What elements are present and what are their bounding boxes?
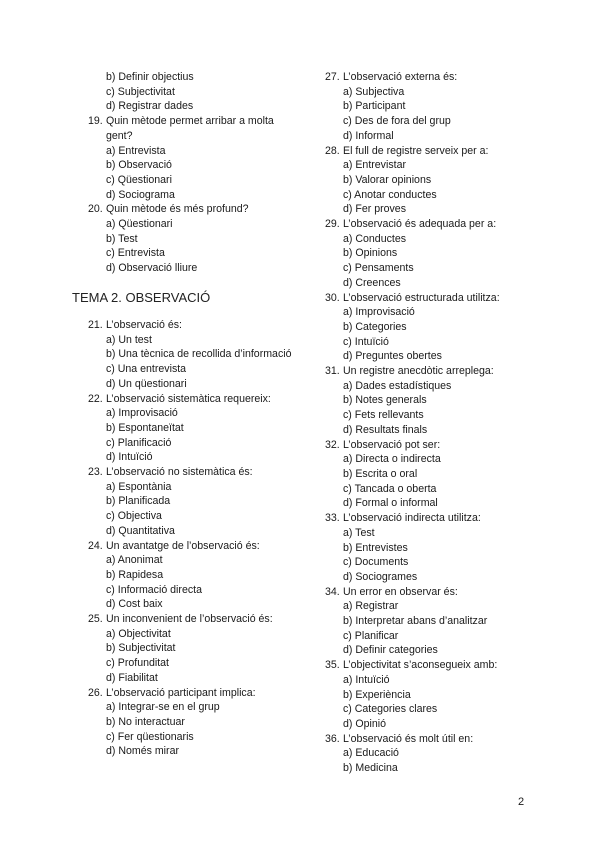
answer-option: c) Qüestionari bbox=[106, 173, 172, 186]
question-text: L’observació participant implica: bbox=[106, 686, 256, 699]
question-stem bbox=[325, 217, 525, 232]
answer-option: a) Test bbox=[343, 526, 375, 539]
answer-option: a) Integrar-se en el grup bbox=[106, 701, 220, 714]
question-number: 30. bbox=[325, 291, 340, 304]
answer-option: b) Opinions bbox=[343, 247, 398, 260]
question-list-block1 bbox=[88, 114, 303, 276]
answer-option: c) Una entrevista bbox=[106, 363, 187, 376]
question-list-right bbox=[325, 70, 525, 776]
question-stem bbox=[325, 144, 525, 159]
answer-option: b) Una tècnica de recollida d’informació bbox=[106, 348, 292, 361]
question-text: Un avantatge de l’observació és: bbox=[106, 539, 260, 552]
question-stem bbox=[325, 732, 525, 747]
answer-option: b) Interpretar abans d’analitzar bbox=[343, 615, 488, 628]
page-number: 2 bbox=[518, 796, 525, 808]
answer-option: c) Tancada o oberta bbox=[343, 482, 437, 495]
question-stem bbox=[325, 511, 525, 526]
question-text: L’observació estructurada utilitza: bbox=[343, 291, 500, 304]
question-item bbox=[88, 318, 303, 392]
question-text: Quin mètode permet arribar a molta gent? bbox=[106, 115, 274, 142]
answer-option: c) Fer qüestionaris bbox=[106, 730, 194, 743]
question-number: 32. bbox=[325, 438, 340, 451]
question-number: 34. bbox=[325, 585, 340, 598]
answer-option: a) Anonimat bbox=[106, 554, 163, 567]
question-item bbox=[88, 202, 303, 276]
question-stem bbox=[88, 114, 303, 143]
question-item bbox=[325, 144, 525, 218]
answer-option: c) Objectiva bbox=[106, 510, 162, 523]
question-stem bbox=[88, 612, 303, 627]
question-text: El full de registre serveix per a: bbox=[343, 144, 489, 157]
question-item bbox=[325, 364, 525, 438]
answer-option: d) Sociograma bbox=[106, 188, 175, 201]
answer-option: d) Fiabilitat bbox=[106, 671, 158, 684]
question-text: L’observació és molt útil en: bbox=[343, 732, 474, 745]
question-item bbox=[88, 465, 303, 539]
question-number: 27. bbox=[325, 71, 340, 83]
question-item bbox=[88, 114, 303, 202]
answer-option: d) Cost baix bbox=[106, 598, 163, 611]
answer-option: c) Des de fora del grup bbox=[343, 115, 451, 128]
question-stem bbox=[325, 438, 525, 453]
option: c) Subjectivitat bbox=[106, 85, 175, 98]
answer-option: d) Sociogrames bbox=[343, 570, 418, 583]
answer-option: d) Resultats finals bbox=[343, 423, 428, 436]
question-number: 24. bbox=[88, 539, 103, 552]
question-stem bbox=[88, 465, 303, 480]
answer-option: c) Intuïció bbox=[343, 335, 389, 348]
question-item bbox=[325, 585, 525, 659]
answer-option: a) Directa o indirecta bbox=[343, 453, 441, 466]
answer-option: b) Escrita o oral bbox=[343, 467, 418, 480]
question-number: 33. bbox=[325, 512, 340, 525]
left-column-lower bbox=[88, 318, 303, 759]
question-text: L’observació és adequada per a: bbox=[343, 218, 497, 231]
question-item bbox=[88, 539, 303, 613]
answer-option: d) Només mirar bbox=[106, 745, 179, 758]
question-text: L’observació pot ser: bbox=[343, 438, 441, 451]
question-item bbox=[88, 612, 303, 686]
question-stem bbox=[325, 291, 525, 306]
answer-option: b) Experiència bbox=[343, 688, 411, 701]
question-stem bbox=[88, 539, 303, 554]
question-item bbox=[88, 392, 303, 466]
answer-option: a) Dades estadístiques bbox=[343, 379, 452, 392]
answer-option: b) Planificada bbox=[106, 495, 171, 508]
question-number: 28. bbox=[325, 144, 340, 157]
answer-option: d) Intuïció bbox=[106, 451, 153, 464]
question-stem bbox=[88, 392, 303, 407]
answer-option: d) Opinió bbox=[343, 717, 386, 730]
answer-option: c) Fets rellevants bbox=[343, 409, 424, 422]
answer-option: d) Quantitativa bbox=[106, 524, 175, 537]
answer-option: b) Valorar opinions bbox=[343, 173, 432, 186]
answer-option: a) Intuïció bbox=[343, 673, 390, 686]
answer-option: a) Objectivitat bbox=[106, 627, 171, 640]
question-item bbox=[325, 291, 525, 365]
question-text: L’observació sistemàtica requereix: bbox=[106, 392, 271, 405]
answer-option: b) Medicina bbox=[343, 762, 398, 775]
answer-option: c) Pensaments bbox=[343, 262, 414, 275]
answer-option: c) Planificació bbox=[106, 436, 172, 449]
answer-option: a) Un test bbox=[106, 333, 152, 346]
question-stem bbox=[88, 318, 303, 333]
answer-option: b) Entrevistes bbox=[343, 541, 408, 554]
question-stem bbox=[325, 585, 525, 600]
right-column bbox=[325, 70, 525, 776]
answer-option: a) Improvisació bbox=[106, 407, 178, 420]
answer-option: b) Test bbox=[106, 232, 138, 245]
question-number: 21. bbox=[88, 319, 103, 331]
answer-option: d) Un qüestionari bbox=[106, 377, 187, 390]
question-number: 26. bbox=[88, 686, 103, 699]
question-text: Quin mètode és més profund? bbox=[106, 203, 249, 216]
answer-option: b) No interactuar bbox=[106, 715, 185, 728]
answer-option: a) Improvisació bbox=[343, 306, 415, 319]
question-text: L’objectivitat s’aconsegueix amb: bbox=[343, 659, 498, 672]
question-item bbox=[88, 686, 303, 760]
section-title: TEMA 2. OBSERVACIÓ bbox=[72, 290, 211, 305]
question-item bbox=[325, 658, 525, 732]
question-number: 19. bbox=[88, 115, 103, 128]
answer-option: a) Registrar bbox=[343, 600, 399, 613]
question-text: L’observació no sistemàtica és: bbox=[106, 466, 253, 479]
question-stem bbox=[325, 364, 525, 379]
question-item bbox=[325, 511, 525, 585]
question-stem bbox=[325, 658, 525, 673]
answer-option: b) Subjectivitat bbox=[106, 642, 176, 655]
answer-option: b) Notes generals bbox=[343, 394, 427, 407]
question-number: 29. bbox=[325, 218, 340, 231]
answer-option: a) Qüestionari bbox=[106, 218, 173, 231]
question-item bbox=[325, 217, 525, 291]
left-lead-options bbox=[88, 70, 303, 114]
question-number: 25. bbox=[88, 613, 103, 626]
question-stem bbox=[88, 202, 303, 217]
answer-option: d) Fer proves bbox=[343, 203, 406, 216]
answer-option: d) Creences bbox=[343, 276, 401, 289]
answer-option: d) Observació lliure bbox=[106, 262, 198, 275]
answer-option: d) Definir categories bbox=[343, 644, 438, 657]
question-list-block2 bbox=[88, 318, 303, 759]
answer-option: a) Educació bbox=[343, 747, 399, 760]
question-text: L’observació externa és: bbox=[343, 71, 458, 83]
question-number: 36. bbox=[325, 732, 340, 745]
question-stem bbox=[88, 686, 303, 701]
question-number: 20. bbox=[88, 203, 103, 216]
answer-option: c) Informació directa bbox=[106, 583, 202, 596]
left-column bbox=[88, 70, 303, 276]
answer-option: a) Conductes bbox=[343, 232, 407, 245]
answer-option: a) Subjectiva bbox=[343, 85, 405, 98]
question-text: Un error en observar és: bbox=[343, 585, 458, 598]
answer-option: b) Rapidesa bbox=[106, 568, 164, 581]
option: b) Definir objectius bbox=[106, 71, 194, 83]
answer-option: c) Categories clares bbox=[343, 703, 438, 716]
answer-option: a) Entrevistar bbox=[343, 159, 406, 172]
answer-option: d) Formal o informal bbox=[343, 497, 438, 510]
answer-option: c) Planificar bbox=[343, 629, 399, 642]
answer-option: b) Espontaneïtat bbox=[106, 421, 184, 434]
question-number: 22. bbox=[88, 392, 103, 405]
answer-option: c) Anotar conductes bbox=[343, 188, 437, 201]
answer-option: d) Preguntes obertes bbox=[343, 350, 442, 363]
question-text: Un inconvenient de l’observació és: bbox=[106, 613, 273, 626]
question-text: L’observació és: bbox=[106, 319, 182, 331]
question-item bbox=[325, 438, 525, 512]
answer-option: b) Categories bbox=[343, 320, 407, 333]
answer-option: c) Entrevista bbox=[106, 247, 165, 260]
answer-option: c) Documents bbox=[343, 556, 409, 569]
question-number: 31. bbox=[325, 365, 340, 378]
question-item bbox=[325, 732, 525, 776]
question-number: 23. bbox=[88, 466, 103, 479]
question-number: 35. bbox=[325, 659, 340, 672]
answer-option: b) Observació bbox=[106, 159, 172, 172]
question-item bbox=[325, 70, 525, 144]
answer-option: c) Profunditat bbox=[106, 657, 170, 670]
question-text: Un registre anecdòtic arreplega: bbox=[343, 365, 494, 378]
question-text: L’observació indirecta utilitza: bbox=[343, 512, 481, 525]
question-stem bbox=[325, 70, 525, 85]
answer-option: a) Espontània bbox=[106, 480, 172, 493]
answer-option: a) Entrevista bbox=[106, 144, 166, 157]
answer-option: b) Participant bbox=[343, 100, 406, 113]
answer-option: d) Informal bbox=[343, 129, 394, 142]
option: d) Registrar dades bbox=[106, 100, 194, 113]
